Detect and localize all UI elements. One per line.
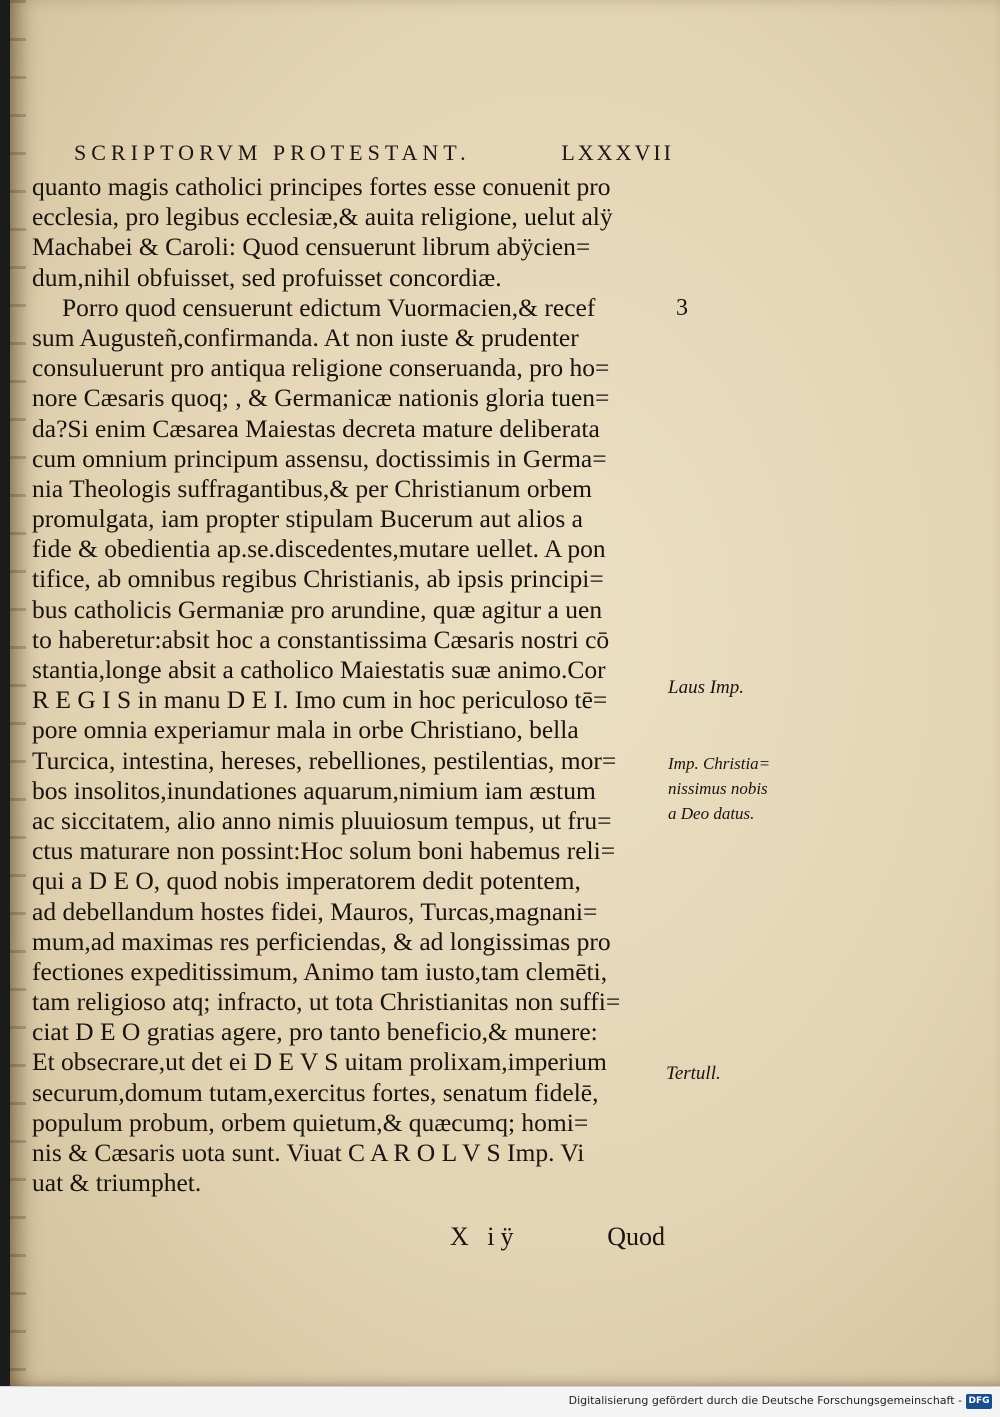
text-line: promulgata, iam propter stipulam Bucerum aut alios a: [32, 504, 583, 534]
text-line: mum,ad maximas res perficiendas, & ad longissimas pro: [32, 926, 611, 956]
text-line: ad debellandum hostes fidei, Mauros, Turcas,magnani=: [32, 896, 598, 926]
text-line: populum probum, orbem quietum,& quæcumq; homi=: [32, 1107, 589, 1137]
text-line: nore Cæsaris quoq; , & Germanicæ nationis gloria tuen=: [32, 383, 610, 413]
text-line: to haberetur:absit hoc a constantissima Cæsaris nostri cō: [32, 624, 610, 654]
text-line: fectiones expeditissimum, Animo tam iusto,tam clemēti,: [32, 956, 608, 986]
text-line: bus catholicis Germaniæ pro arundine, quæ agitur a uen: [32, 594, 603, 624]
text-line: dum,nihil obfuisset, sed profuisset concordiæ.: [32, 262, 502, 292]
margin-note-christ-1: Imp. Christia=: [668, 754, 771, 773]
text-line: Machabei & Caroli: Quod censuerunt librum abÿcien=: [32, 232, 591, 262]
binding-edge: [10, 0, 26, 1386]
margin-note-christ-2: nissimus nobis: [668, 779, 768, 798]
digitization-footer: [0, 1386, 1000, 1417]
text-line: quanto magis catholici principes fortes esse conuenit pro: [32, 172, 611, 201]
footer-credit: Digitalisierung gefördert durch die Deutsche Forschungsgemeinschaft -: [568, 1394, 962, 1407]
text-line: ac siccitatem, alio anno nimis pluuiosum tempus, ut fru=: [32, 805, 612, 835]
text-line: R E G I S in manu D E I. Imo cum in hoc periculoso tē=: [32, 685, 608, 715]
text-line: nis & Cæsaris uota sunt. Viuat C A R O L V S Imp. Vi: [32, 1138, 585, 1167]
margin-note-number: 3: [676, 295, 688, 321]
margin-note-tertull: Tertull.: [666, 1063, 721, 1084]
text-line: sum Augusteñ,confirmanda. At non iuste & prudenter: [32, 322, 579, 352]
text-line: nia Theologis suffragantibus,& per Christianum orbem: [32, 473, 592, 503]
text-line: stantia,longe absit a catholico Maiestatis suæ animo.Cor: [32, 655, 606, 684]
text-line: securum,domum tutam,exercitus fortes, senatum fidelē,: [32, 1077, 599, 1107]
running-title: SCRIPTORVM PROTESTANT.: [74, 140, 471, 165]
text-line: uat & triumphet.: [32, 1168, 202, 1198]
dfg-logo: DFG: [966, 1394, 992, 1409]
text-line: pore omnia experiamur mala in orbe Christiano, bella: [32, 715, 579, 745]
margin-note-christ-3: a Deo datus.: [668, 804, 755, 823]
text-line: Porro quod censuerunt edictum Vuormacien,& recef: [62, 292, 596, 322]
text-line: tifice, ab omnibus regibus Christianis, ab ipsis principi=: [32, 564, 604, 594]
text-line: da?Si enim Cæsarea Maiestas decreta mature deliberata: [32, 413, 600, 443]
text-line: ctus maturare non possint:Hoc solum boni habemus reli=: [32, 836, 616, 866]
text-line: bos insolitos,inundationes aquarum,nimium iam æstum: [32, 775, 596, 805]
margin-note-laus: Laus Imp.: [668, 677, 745, 698]
text-line: tam religioso atq; infracto, ut tota Christianitas non suffi=: [32, 987, 621, 1017]
signature-mark: X iÿ: [450, 1222, 520, 1251]
text-line: qui a D E O, quod nobis imperatorem dedit potentem,: [32, 866, 581, 896]
text-line: ciat D E O gratias agere, pro tanto beneficio,& munere:: [32, 1017, 598, 1047]
catchword: Quod: [607, 1222, 665, 1251]
text-line: cum omnium principum assensu, doctissimis in Germa=: [32, 443, 607, 473]
folio-number: LXXXVII: [561, 140, 674, 165]
text-line: Et obsecrare,ut det ei D E V S uitam prolixam,imperium: [32, 1047, 607, 1077]
body-text-block: [32, 172, 672, 1198]
running-header: [74, 140, 674, 170]
text-line: Turcica, intestina, hereses, rebelliones, pestilentias, mor=: [32, 745, 617, 775]
text-line: ecclesia, pro legibus ecclesiæ,& auita religione, uelut alÿ: [32, 202, 613, 232]
text-line: fide & obedientia ap.se.discedentes,mutare uellet. A pon: [32, 534, 606, 564]
text-line: consuluerunt pro antiqua religione conseruanda, pro ho=: [32, 353, 610, 383]
